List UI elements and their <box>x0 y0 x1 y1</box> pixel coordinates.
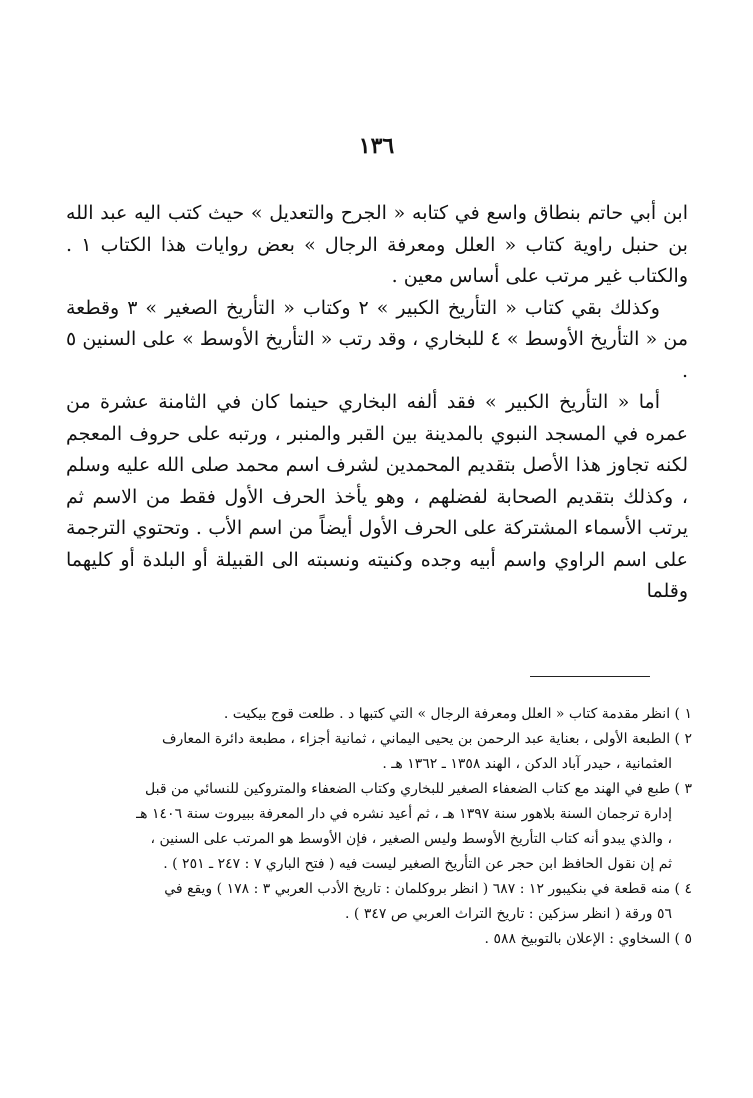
footnote-continuation: العثمانية ، حيدر آباد الدكن ، الهند ١٣٥٨ ـ ١٣٦٢ هـ . <box>382 756 672 772</box>
footnote-continuation: إدارة ترجمان السنة بلاهور سنة ١٣٩٧ هـ ، ثم أعيد نشره في دار المعرفة ببيروت سنة ١٤٠٦ هـ <box>136 806 672 822</box>
footnote: ٥ ) السخاوي : الإعلان بالتوبيخ ٥٨٨ . <box>484 931 692 947</box>
footnote: ١ ) انظر مقدمة كتاب « العلل ومعرفة الرجال » التي كتبها د . طلعت قوج بيكيت . <box>223 706 692 722</box>
footnote-continuation: ٥٦ ورقة ( انظر سزكين : تاريخ التراث العربي ص ٣٤٧ ) . <box>345 906 672 922</box>
footnote: ٣ ) طبع في الهند مع كتاب الضعفاء الصغير للبخاري وكتاب الضعفاء والمتروكين للنسائي من قبل <box>145 781 692 797</box>
footnote-continuation: ثم إن نقول الحافظ ابن حجر عن التأريخ الصغير ليست فيه ( فتح الباري ٧ : ٢٤٧ ـ ٢٥١ ) . <box>163 856 672 872</box>
footnote: ٢ ) الطبعة الأولى ، بعناية عبد الرحمن بن يحيى اليماني ، ثمانية أجزاء ، مطبعة دائرة المعارف <box>161 731 692 747</box>
paragraph: أما « التأريخ الكبير » فقد ألفه البخاري حينما كان في الثامنة عشرة من عمره في المسجد النبوي بالمدينة بين القبر والمنبر ، ورتبه على حروف المعجم لكنه تجاوز هذا الأصل بتقديم المحمدين لشرف اسم محمد صلى الله عليه وسلم ، وكذلك بتقديم الصحابة لفضلهم ، وهو يأخذ الحرف الأول فقط من الاسم ثم يرتب الأسماء المشتركة على الحرف الأول أيضاً من اسم الأب . وتحتوي الترجمة على اسم الراوي واسم أبيه وجده وكنيته ونسبته الى القبيلة أو البلدة أو كليهما وقلما <box>66 391 688 602</box>
footnote-continuation: ، والذي يبدو أنه كتاب التأريخ الأوسط وليس الصغير ، فإن الأوسط هو المرتب على السنين ، <box>150 831 672 847</box>
paragraph: وكذلك بقي كتاب « التأريخ الكبير » ٢ وكتاب « التأريخ الصغير » ٣ وقطعة من « التأريخ الأوسط » ٤ للبخاري ، وقد رتب « التأريخ الأوسط » على السنين ٥ . <box>66 296 688 382</box>
footnotes <box>60 702 692 952</box>
footnote: ٤ ) منه قطعة في بنكيبور ١٢ : ٦٨٧ ( انظر بروكلمان : تاريخ الأدب العربي ٣ : ١٧٨ ) ويقع في <box>164 881 692 897</box>
paragraph: ابن أبي حاتم بنطاق واسع في كتابه « الجرح والتعديل » حيث كتب اليه عبد الله بن حنبل راوية كتاب « العلل ومعرفة الرجال » بعض روايات هذا الكتاب ١ . والكتاب غير مرتب على أساس معين . <box>66 202 688 287</box>
footnote-separator <box>530 676 650 677</box>
main-text <box>66 198 688 608</box>
page-number: ١٣٦ <box>358 133 395 159</box>
